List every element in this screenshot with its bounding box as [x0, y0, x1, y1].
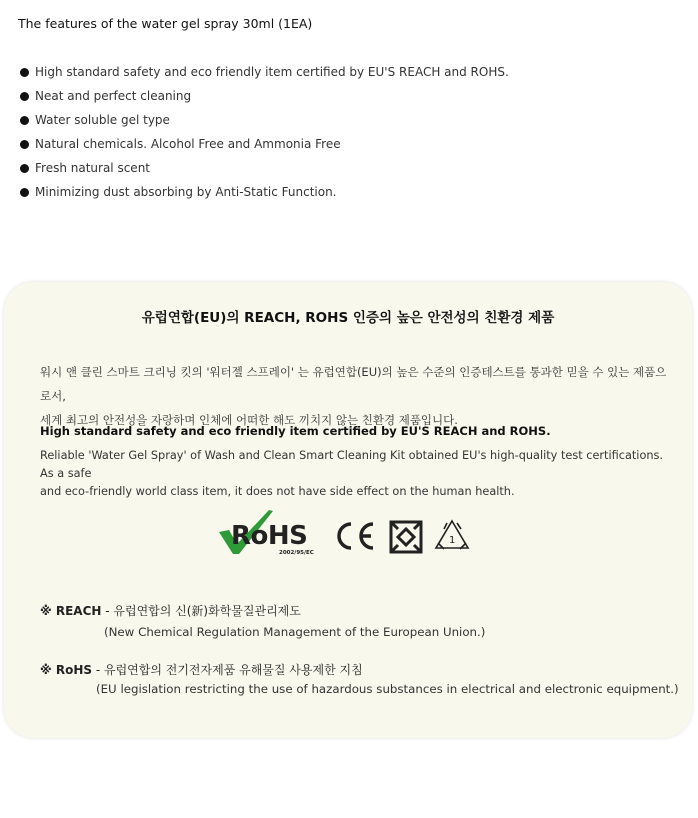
english-line: and eco-friendly world class item, it does not have side effect on the human health. [40, 485, 515, 498]
rohs-text: RoHS [231, 521, 308, 551]
reach-note [40, 602, 301, 619]
reach-korean: - 유럽연합의 신(新)화학물질관리제도 [101, 604, 301, 618]
korean-line: 세계 최고의 안전성을 자랑하며 인체에 어떠한 해도 끼치지 않는 친환경 제품입니다. [40, 413, 458, 427]
bullet-icon [20, 164, 29, 173]
rohs-note [40, 661, 363, 678]
english-line: Reliable 'Water Gel Spray' of Wash and Clean Smart Cleaning Kit obtained EU's high-quality test certifications. As a safe [40, 449, 663, 480]
korean-description [40, 360, 670, 432]
list-item [20, 60, 509, 84]
feature-text: Water soluble gel type [35, 113, 170, 127]
rohs-label: ※ RoHS [40, 663, 93, 677]
list-item [20, 180, 509, 204]
bullet-icon [20, 68, 29, 77]
feature-text: Neat and perfect cleaning [35, 89, 192, 103]
reach-label: ※ REACH [40, 604, 102, 618]
panel-title: 유럽연합(EU)의 REACH, ROHS 인증의 높은 안전성의 친환경 제품 [141, 310, 555, 326]
rohs-logo [217, 508, 327, 562]
recycle-number: 1 [449, 535, 456, 546]
bullet-icon [20, 140, 29, 149]
recycle-box-icon [389, 520, 425, 554]
feature-text: Natural chemicals. Alcohol Free and Ammonia Free [35, 137, 341, 151]
ce-mark-icon [331, 520, 379, 552]
bullet-icon [20, 92, 29, 101]
english-heading: High standard safety and eco friendly item certified by EU'S REACH and ROHS. [40, 424, 551, 438]
list-item [20, 84, 509, 108]
english-description [40, 447, 670, 501]
certification-logos [217, 508, 487, 562]
feature-text: Minimizing dust absorbing by Anti-Static Function. [35, 185, 337, 199]
feature-list [20, 60, 509, 204]
feature-text: Fresh natural scent [35, 161, 151, 175]
rohs-korean: - 유럽연합의 전기전자제품 유해물질 사용제한 지침 [92, 663, 363, 677]
rohs-english: (EU legislation restricting the use of hazardous substances in electrical and electronic equipment.) [96, 682, 679, 696]
bullet-icon [20, 116, 29, 125]
page-title: The features of the water gel spray 30ml (1EA) [18, 16, 313, 31]
bullet-icon [20, 188, 29, 197]
list-item [20, 156, 509, 180]
korean-line: 워시 앤 클린 스마트 크리닝 킷의 '워터젤 스프레이' 는 유럽연합(EU)의 높은 수준의 인증테스트를 통과한 믿을 수 있는 제품으로서, [40, 365, 667, 403]
list-item [20, 108, 509, 132]
certification-panel [4, 282, 692, 738]
reach-english: (New Chemical Regulation Management of the European Union.) [104, 625, 486, 639]
feature-text: High standard safety and eco friendly item certified by EU'S REACH and ROHS. [35, 65, 509, 79]
recycle-triangle-icon [433, 518, 471, 552]
list-item [20, 132, 509, 156]
rohs-directive: 2002/95/EC [279, 550, 314, 556]
